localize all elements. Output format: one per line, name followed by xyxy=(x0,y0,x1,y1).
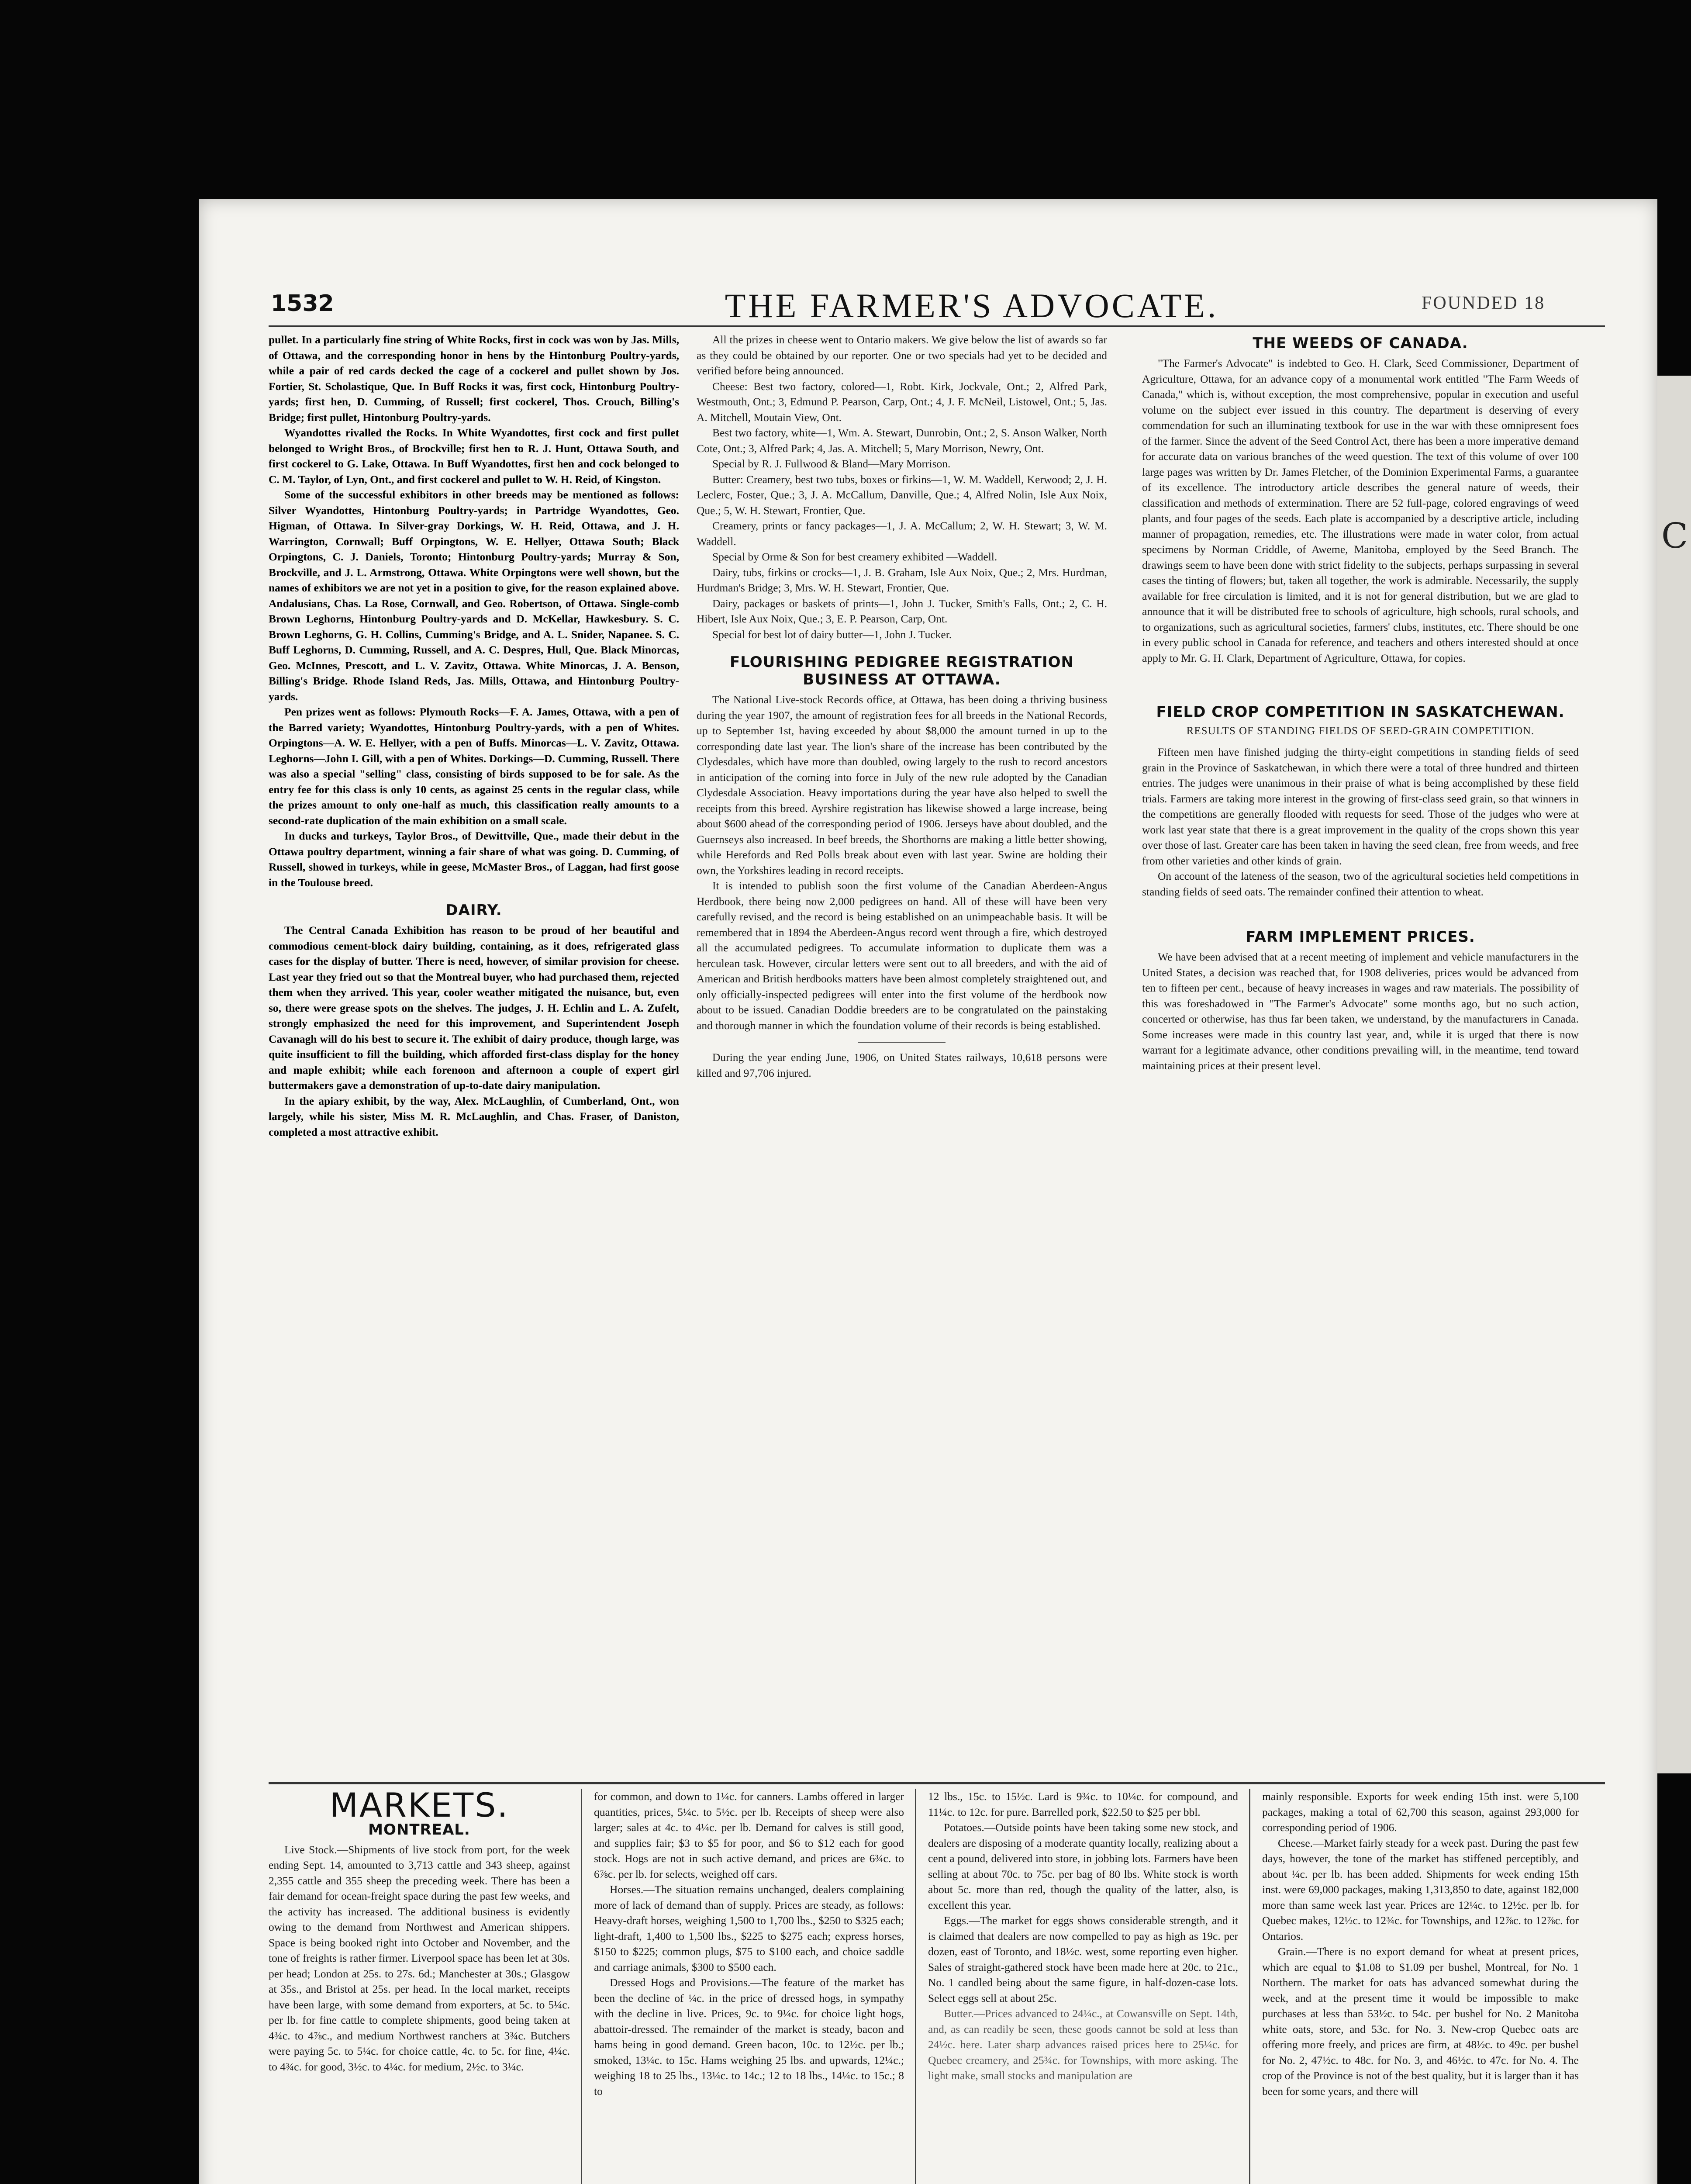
special-orme-award: Special by Orme & Son for best creamery exhibited —Waddell. xyxy=(712,550,997,563)
pedigree-paragraph-2: It is intended to publish soon the first volume of the Canadian Aberdeen-Angus Herdbook, there being now 2,000 pedigrees on hand. All of these will have been very carefully revised, and the record is being established on an unimpeachable basis. It will be remembered that in 1894 the Aberdeen-Angus record went through a fire, which destroyed all the accumulated pedigrees. To accumulate information to duplicate them was a herculean task. However, circular letters were sent out to all breeders, and with the aid of American and British herdbooks matters have been almost completely straightened out, and only officially-inspected pedigrees will enter into the first volume of the herdbook now about to be issued. Canadian Doddie breeders are to be congratulated on the painstaking and thorough manner in which the foundation volume of their records is being established. xyxy=(697,879,1107,1032)
column-2 xyxy=(697,332,1107,1778)
dairy-paragraph-2: In the apiary exhibit, by the way, Alex. McLaughlin, of Cumberland, Ont., won largely, while his sister, Miss M. R. McLaughlin, and Chas. Fraser, of Daniston, completed a most attractive exhibit. xyxy=(269,1094,679,1138)
spacer xyxy=(1142,666,1579,692)
grain-paragraph: Grain.—There is no export demand for wheat at present prices, which are equal to $1.08 to $1.09 per bushel, Montreal, for No. 1 Northern. The market for oats has advanced somewhat during the week, and at the present time it would be impossible to make purchases at less than 53½c. to 54c. per bushel for No. 2 Manitoba white oats, store, and 53c. for No. 3. New-crop Quebec oats are offering more freely, and prices are firm, at 48½c. to 49c. per bushel for No. 2, 47½c. to 48c. for No. 3, and 46½c. to 47c. for No. 4. The crop of the Province is not of the best quality, but it is larger than it has been for some years, and there will xyxy=(1262,1945,1579,2098)
markets-column-1 xyxy=(269,1789,570,2184)
markets-col-rule-1 xyxy=(581,1789,582,2184)
dairy-butter-special: Special for best lot of dairy butter—1, John J. Tucker. xyxy=(712,628,952,641)
dairy-paragraph-1: The Central Canada Exhibition has reason to be proud of her beautiful and commodious cement-block dairy building, containing, as it does, refrigerated glass cases for the display of butter. There is need, however, of similar provision for cheese. Last year they fried out so that the Montreal buyer, who had purchased them, rejected them when they arrived. This year, cooler weather mitigated the nuisance, but, even so, there were grease spots on the shelves. The judges, J. H. Echlin and L. A. Zufelt, strongly emphasized the need for this improvement, and Superintendent Joseph Cavanagh will do his best to secure it. The exhibit of dairy produce, though large, was quite insufficient to fill the building, which afforded first-class display for the honey and maple exhibit; while each forenoon and afternoon a couple of expert girl buttermakers gave a demonstration of up-to-date dairy manipulation. xyxy=(269,924,679,1092)
markets-col-rule-3 xyxy=(1249,1789,1250,2184)
facing-page-edge xyxy=(1657,376,1691,1773)
field-crop-subheading: RESULTS OF STANDING FIELDS OF SEED-GRAIN COMPETITION. xyxy=(1186,725,1535,737)
dairy-tubs-awards: Dairy, tubs, firkins or crocks—1, J. B. Graham, Isle Aux Noix, Que.; 2, Mrs. Hurdman, Hurdman's Bridge; 3, Mrs. W. H. Stewart, Frontier, Que. xyxy=(697,566,1107,594)
field-crop-heading: FIELD CROP COMPETITION IN SASKATCHEWAN. xyxy=(1156,703,1565,721)
markets-top-rule xyxy=(269,1782,1605,1784)
cheese-market-paragraph: Cheese.—Market fairly steady for a week past. During the past few days, however, the tone of the market has stiffened perceptibly, and about ¼c. per lb. has been added. Shipments for week ending 15th inst. were 69,000 packages, making 1,313,850 to date, against 182,000 more than same week last year. Prices are 12¼c. to 12½c. per lb. for Quebec makes, 12½c. to 12¾c. for Townships, and 12⅞c. to 12⅞c. for Ontarios. xyxy=(1262,1836,1579,1942)
cheese-awards-intro: All the prizes in cheese went to Ontario makers. We give below the list of awards so far as they could be obtained by our reporter. One or two specials had yet to be decided and verified before being announced. xyxy=(697,333,1107,377)
masthead-title: THE FARMER'S ADVOCATE. xyxy=(725,287,1219,325)
cheese-colored-awards: Cheese: Best two factory, colored—1, Robt. Kirk, Jockvale, Ont.; 2, Alfred Park, Westmouth, Ont.; 3, Edmund P. Pearson, Carp, Ont.; 4, J. F. McNeil, Listowel, Ont.; 5, Jas. A. Mitchell, Moutain View, Ont. xyxy=(697,380,1107,424)
montreal-heading: MONTREAL. xyxy=(368,1821,470,1838)
poultry-paragraph-3: Some of the successful exhibitors in other breeds may be mentioned as follows: Silver Wyandottes, Hintonburg Poultry-yards; in Partridge Wyandottes, Geo. Higman, of Ottawa. In Silver-gray Dorkings, W. H. Reid, Ottawa, and J. H. Warrington, Cornwall; Buff Orpingtons, W. E. Hellyer, Ottawa South; Black Orpingtons, C. J. Daniels, Toronto; Hintonburg Poultry-yards; Murray & Son, Brockville, and J. L. Armstrong, Ottawa. White Orpingtons were well shown, but the names of exhibitors we are not yet in a position to give, for the reason explained above. Andalusians, Chas. La Rose, Cornwall, and Geo. Robertson, of Ottawa. Single-comb Brown Leghorns, Hintonburg Poultry-yards and D. McKellar, Hawkesbury. S. C. Brown Leghorns, G. H. Collins, Cumming's Bridge, and A. L. Snider, Napanee. S. C. Buff Leghorns, D. Cumming, Russell, and A. C. Despres, Hull, Que. Black Minorcas, Geo. McInnes, Prescott, and L. V. Zavitz, Ottawa. White Minorcas, J. A. Benson, Billing's Bridge. Rhode Island Reds, Jas. Mills, Ottawa, and Hintonburg Poultry-yards. xyxy=(269,488,679,703)
spacer xyxy=(1142,899,1579,917)
poultry-paragraph-1: pullet. In a particularly fine string of White Rocks, first in cock was won by Jas. Mills, of Ottawa, and the corresponding honor in hens by the Hintonburg Poultry-yards, while a pair of red cards decked the cage of a cockerel and pullet shown by Jos. Fortier, St. Scholastique, Que. In Buff Rocks it was, first cock, Hintonburg Poultry-yards; first hen, D. Cumming, of Russell; first cockerel, Thos. Crouch, Billing's Bridge; first pullet, Hintonburg Poultry-yards. xyxy=(269,333,679,424)
butter-paragraph: Butter.—Prices advanced to 24¼c., at Cowansville on Sept. 14th, and, as can readily be seen, these goods cannot be sold at less than 24½c. here. Later sharp advances raised prices here to 25¼c. for Quebec creamery, and 25¾c. for Townships, with more asking. The light make, small stocks and manipulation are xyxy=(928,2007,1238,2082)
dressed-hogs-paragraph: Dressed Hogs and Provisions.—The feature of the market has been the decline of ¼c. in the price of dressed hogs, in sympathy with the decline in live. Prices, 9c. to 9¼c. for choice light hogs, abattoir-dressed. The remainder of the market is steady, bacon and hams being in good demand. Green bacon, 10c. to 12½c. per lb.; smoked, 13¼c. to 15c. Hams weighing 25 lbs. and upwards, 12¼c.; weighing 18 to 25 lbs., 13¼c. to 14c.; 12 to 18 lbs., 14¼c. to 15c.; 8 to xyxy=(594,1976,904,2098)
field-crop-paragraph-2: On account of the lateness of the season, two of the agricultural societies held competitions in standing fields of seed oats. The remainder confined their attention to wheat. xyxy=(1142,870,1579,898)
masthead-rule xyxy=(269,325,1605,327)
markets-column-4 xyxy=(1262,1789,1579,2184)
live-stock-continued: for common, and down to 1¼c. for canners. Lambs offered in larger quantities, prices, 5¼c. to 5½c. per lb. Receipts of sheep were also larger; sales at 4c. to 4¼c. per lb. Demand for calves is still good, and supplies fair; $3 to $5 for poor, and $6 to $12 each for good stock. Hogs are not in such active demand, and prices are 6¾c. to 6⅞c. per lb. for selects, weighed off cars. xyxy=(594,1790,904,1880)
markets-col-rule-2 xyxy=(915,1789,916,2184)
dairy-packages-awards: Dairy, packages or baskets of prints—1, John J. Tucker, Smith's Falls, Ont.; 2, C. H. Hibert, Isle Aux Noix, Que.; 3, E. P. Pearson, Carp, Ont. xyxy=(697,597,1107,625)
founded-label: FOUNDED 18 xyxy=(1422,293,1546,313)
facing-page-fragment: C xyxy=(1661,515,1688,556)
poultry-paragraph-5: In ducks and turkeys, Taylor Bros., of Dewittville, Que., made their debut in the Ottawa poultry department, winning a fair share of what was going. D. Cumming, of Russell, showed in turkeys, while in geese, McMaster Bros., of Laggan, had first goose in the Toulouse breed. xyxy=(269,829,679,889)
pedigree-heading: FLOURISHING PEDIGREE REGISTRATION BUSINESS AT OTTAWA. xyxy=(730,653,1074,688)
horses-paragraph: Horses.—The situation remains unchanged, dealers complaining more of lack of demand than of supply. Prices are steady, as follows: Heavy-draft horses, weighing 1,500 to 1,700 lbs., $250 to $325 each; light-draft, 1,400 to 1,500 lbs., $225 to $275 each; express horses, $150 to $225; common plugs, $75 to $100 each, and choice saddle and carriage animals, $300 to $500 each. xyxy=(594,1883,904,1973)
eggs-paragraph: Eggs.—The market for eggs shows considerable strength, and it is claimed that dealers are now compelled to pay as high as 19c. per dozen, east of Toronto, and 18½c. west, some reporting even higher. Sales of straight-gathered stock have been made here at 20c. to 21c., No. 1 candled being about the same figure, in half-dozen-case lots. Select eggs sell at about 25c. xyxy=(928,1914,1238,2004)
butter-creamery-awards: Butter: Creamery, best two tubs, boxes or firkins—1, W. M. Waddell, Kerwood; 2, J. H. Leclerc, Foster, Que.; 3, J. A. McCallum, Danville, Que.; 4, Alfred Nolin, Isle Aux Noix, Que.; 5, W. H. Stewart, Frontier, Que. xyxy=(697,473,1107,517)
live-stock-paragraph: Live Stock.—Shipments of live stock from port, for the week ending Sept. 14, amounted to 3,713 cattle and 343 sheep, against 2,355 cattle and 355 sheep the preceding week. There has been a fair demand for ocean-freight space during the past few weeks, and the activity has increased. The additional business is evidently owing to the demand from Northwest and American shippers. Space is being booked right into October and November, and the tone of freights is rather firmer. Liverpool space has been let at 30s. per head; London at 25s. to 27s. 6d.; Manchester at 30s.; Glasgow at 35s., and Bristol at 25s. per head. In the local market, receipts have been large, with some demand from exporters, at 5c. to 5¼c. per lb. for fine cattle to complete shipments, good being taken at 4¾c. to 4⅞c., and medium Northwest ranchers at 3¾c. Butchers were paying 5c. to 5¼c. for choice cattle, 4c. to 5c. for fine, 4¼c. to 4¾c. for good, 3½c. to 4¼c. for medium, 2½c. to 3¼c. xyxy=(269,1843,570,2073)
page-number: 1532 xyxy=(271,290,334,317)
section-divider xyxy=(858,1042,946,1043)
cheese-white-awards: Best two factory, white—1, Wm. A. Stewart, Dunrobin, Ont.; 2, S. Anson Walker, North Cote, Ont.; 3, Alfred Park; 4, Jas. A. Mitchell; 5, Mary Morrison, Newry, Ont. xyxy=(697,426,1107,455)
lard-continued: 12 lbs., 15c. to 15½c. Lard is 9¾c. to 10¼c. for compound, and 11¼c. to 12c. for pure. Barrelled pork, $22.50 to $25 per bbl. xyxy=(928,1790,1238,1818)
railway-paragraph: During the year ending June, 1906, on United States railways, 10,618 persons were killed and 97,706 injured. xyxy=(697,1051,1107,1079)
dairy-heading: DAIRY. xyxy=(445,902,502,919)
farm-implement-paragraph: We have been advised that at a recent meeting of implement and vehicle manufacturers in the United States, a decision was reached that, for 1908 deliveries, prices would be advanced from ten to fifteen per cent., because of heavy increases in wages and raw materials. The possibility of this was foreshadowed in "The Farmer's Advocate" some months ago, but no such action, concerted or otherwise, has thus far been taken, we understand, by the manufacturers in Canada. Some increases were made in this country last year, and, while it is urged that there is now warrant for a legitimate advance, other conditions prevailing will, in the meantime, tend toward maintaining prices at their present level. xyxy=(1142,950,1579,1072)
butter-exports-continued: mainly responsible. Exports for week ending 15th inst. were 5,100 packages, making a total of 62,700 this season, against 293,000 for corresponding period of 1906. xyxy=(1262,1790,1579,1834)
pedigree-paragraph-1: The National Live-stock Records office, at Ottawa, has been doing a thriving business during the year 1907, the amount of registration fees for all breeds in the National Records, up to September 1st, having exceeded by about $8,000 the amount turned in up to the corresponding date last year. The lion's share of the increase has been contributed by the Clydesdales, which have more than doubled, owing largely to the rush to record ancestors in anticipation of the coming into force in July of the new rule adopted by the Canadian Clydesdale Association. Heavy importations during the year have also helped to swell the receipts from this breed. Ayrshire registration has likewise showed a large increase, being about $600 ahead of the corresponding period of 1906. Jerseys have about doubled, and the Guernseys also increased. In beef breeds, the Shorthorns are making a little better showing, while Herefords and Red Polls break about even with last year. Swine are holding their own, the Yorkshires leading in record receipts. xyxy=(697,693,1107,877)
weeds-paragraph: "The Farmer's Advocate" is indebted to Geo. H. Clark, Seed Commissioner, Department of Agriculture, Ottawa, for an advance copy of a monumental work entitled "The Farm Weeds of Canada," which is, without exception, the most comprehensive, popular in execution and useful volume on the subject ever issued in this country. The department is deserving of every commendation for such an illuminating textbook for use in the war with these omnipresent foes of the farmer. Since the advent of the Seed Control Act, there has been a more imperative demand for accurate data on various branches of the weed question. The text of this volume of over 100 large pages was written by Dr. James Fletcher, of the Dominion Experimental Farms, a guarantee of its excellence. The introductory article describes the general nature of weeds, their classification and methods of extermination. There are 52 full-page, colored engravings of weed plants, and four pages of the seeds. Each plate is accompanied by a descriptive article, including manner of propagation, remedies, etc. The illustrations were made in water color, from actual specimens by Norman Criddle, of Aweme, Manitoba, employed by the Seed Branch. The drawings seem to have been done with strict fidelity to the subjects, perhaps surpassing in several cases the tinting of flowers; but, taken all together, the work is admirable. Necessarily, the supply available for free circulation is limited, and it is not for general distribution, but we are glad to announce that it will be distributed free to schools of agriculture, high schools, rural schools, and to organizations, such as agricultural societies, farmers' clubs, institutes, etc. There should be one in every public school in Canada for reference, and teachers and others interested should at once apply to Mr. G. H. Clark, Department of Agriculture, Ottawa, for copies. xyxy=(1142,357,1579,664)
column-3 xyxy=(1142,332,1579,1778)
special-fullwood-award: Special by R. J. Fullwood & Bland—Mary Morrison. xyxy=(712,457,951,470)
column-1 xyxy=(269,332,679,1778)
markets-title: MARKETS. xyxy=(329,1789,509,1825)
markets-column-3 xyxy=(928,1789,1238,2184)
farm-implement-heading: FARM IMPLEMENT PRICES. xyxy=(1246,928,1475,946)
weeds-heading: THE WEEDS OF CANADA. xyxy=(1253,335,1468,352)
field-crop-paragraph-1: Fifteen men have finished judging the thirty-eight competitions in standing fields of seed grain in the Province of Saskatchewan, in which there were a total of three hundred and thirteen entries. The judges were unanimous in their praise of what is being accomplished by these field trials. Farmers are taking more interest in the growing of first-class seed grain, so that winners in the competitions are generally flooded with requests for seed. Those of the judges who were at work last year state that there is a great improvement in the quality of the crops shown this year over those of last. Greater care has been taken in having the seed clean, free from weeds, and free from other varieties and other kinds of grain. xyxy=(1142,746,1579,867)
potatoes-paragraph: Potatoes.—Outside points have been taking some new stock, and dealers are disposing of a moderate quantity locally, realizing about a cent a pound, delivered into store, in jobbing lots. Farmers have been selling at about 70c. to 75c. per bag of 80 lbs. White stock is worth about 5c. more than red, though the quality of the latter, also, is excellent this year. xyxy=(928,1821,1238,1911)
creamery-prints-awards: Creamery, prints or fancy packages—1, J. A. McCallum; 2, W. H. Stewart; 3, W. M. Waddell. xyxy=(697,519,1107,548)
poultry-paragraph-2: Wyandottes rivalled the Rocks. In White Wyandottes, first cock and first pullet belonged to Wright Bros., of Brockville; first hen to R. J. Hunt, Ottawa South, and first cockerel to G. Lake, Ottawa. In Buff Wyandottes, first hen and cock belonged to C. M. Taylor, of Lyn, Ont., and first cockerel and pullet to W. H. Reid, of Kingston. xyxy=(269,426,679,486)
markets-column-2 xyxy=(594,1789,904,2184)
newspaper-page xyxy=(199,199,1657,2184)
poultry-paragraph-4: Pen prizes went as follows: Plymouth Rocks—F. A. James, Ottawa, with a pen of the Barred variety; Wyandottes, Hintonburg Poultry-yards, with a pen of Whites. Orpingtons—A. W. E. Hellyer, with a pen of Buffs. Minorcas—L. V. Zavitz, Ottawa. Leghorns—John I. Gill, with a pen of Whites. Dorkings—D. Cumming, Russell. There was also a special "selling" class, consisting of birds supposed to be for sale. As the entry fee for this class is only 10 cents, as against 25 cents in the regular class, while the prizes amount to only one-half as much, this classification really amounts to a second-rate duplication of the main exhibition on a small scale. xyxy=(269,705,679,827)
